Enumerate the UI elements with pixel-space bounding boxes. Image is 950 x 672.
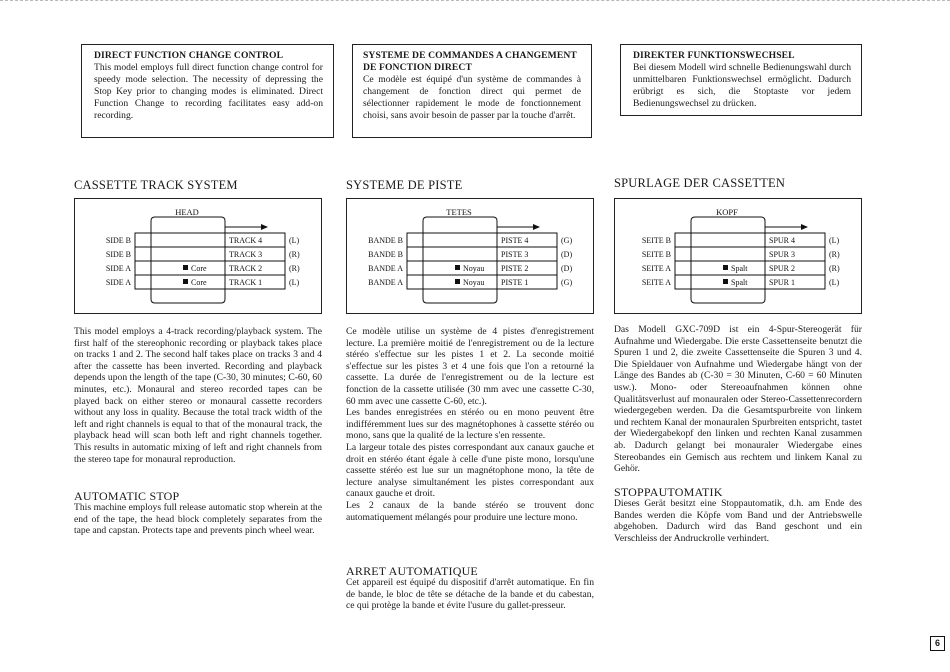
side-label: BANDE B bbox=[368, 250, 403, 259]
stop-paragraph: Cet appareil est équipé du dispositif d'arrêt automatique. En fin de bande, le bloc de tête se détache de la bande et du cabestan, ce qui protège la bande et évite l'usure du gallet-presseur. bbox=[346, 577, 594, 612]
direction-arrow-head bbox=[533, 224, 540, 230]
side-label: SEITE A bbox=[641, 278, 671, 287]
track-label: PISTE 1 bbox=[501, 278, 529, 287]
core-marker bbox=[183, 279, 188, 284]
top-dashed-rule bbox=[0, 0, 950, 3]
core-label: Noyau bbox=[463, 264, 485, 273]
notice-box-german bbox=[620, 44, 862, 116]
track-label: TRACK 4 bbox=[229, 236, 263, 245]
channel-label: (L) bbox=[289, 236, 300, 245]
channel-label: (R) bbox=[829, 250, 840, 259]
side-label: SEITE B bbox=[641, 250, 671, 259]
direction-arrow-head bbox=[801, 224, 808, 230]
track-paragraph-1: Ce modèle utilise un système de 4 pistes d'enregistrement lecture. La première moitié de l'enregistrement ou de la lecture stéréo s'effectue sur les pistes 1 et 2. La seconde moitié s'effectue sur les pistes 3 et 4 une fois que l'on a retourné la cassette. La durée de l'enregistrement ou de la lecture est fonction de la cassette utilisée (30 mm avec une cassette C-30, 60 mm avec une cassette C-60, etc.). bbox=[346, 326, 594, 407]
track-diagram-german bbox=[614, 198, 862, 314]
track-diagram-english bbox=[74, 198, 322, 314]
track-paragraph-4: Les 2 canaux de la bande stéréo se trouvent donc automatiquement mélangés pour produire une lecture mono. bbox=[346, 499, 594, 523]
side-label: SIDE B bbox=[105, 236, 131, 245]
head-label: HEAD bbox=[175, 207, 199, 217]
channel-label: (G) bbox=[561, 236, 573, 245]
side-label: SIDE A bbox=[105, 264, 131, 273]
section-heading-german: SPURLAGE DER CASSETTEN bbox=[614, 176, 786, 190]
body-text-english bbox=[74, 326, 322, 465]
head-block-outline bbox=[151, 217, 225, 303]
body-text-french bbox=[346, 326, 594, 523]
stop-text-english bbox=[74, 502, 322, 537]
track-label: SPUR 2 bbox=[769, 264, 796, 273]
section-heading-french: SYSTEME DE PISTE bbox=[346, 178, 463, 192]
core-label: Core bbox=[191, 278, 207, 287]
core-marker bbox=[455, 279, 460, 284]
track-label: SPUR 3 bbox=[769, 250, 796, 259]
track-paragraph: Das Modell GXC-709D ist ein 4-Spur-Stereogerät für Aufnahme und Wiedergabe. Die erste Cassettenseite benutzt die Spuren 1 und 2, die zweite Cassettenseite die Spuren 3 und 4. Die Spieldauer von Aufnahme und Wiedergabe hängt von der Länge des Bandes ab (C-30 = 30 Minuten, C-60 = 60 Minuten usw.). Mono- oder Stereoaufnahmen können ohne Qualitätsverlust auf monauralen oder Stereo-Cassettenrecordern wiedergegeben werden. Da die Gesamtspurbreite von linkem und rechtem Kanal der monauralen Spurbreiten entspricht, tastet der Wiedergabekopf den linken und rechten Kanal zusammen ab. Dadurch gelangt bei monauraler Wiedergabe eines Stereobandes ein Gemisch aus rechtem und linkem Kanal zu Gehör. bbox=[614, 324, 862, 475]
core-label: Spalt bbox=[731, 278, 748, 287]
sub-heading-english: AUTOMATIC STOP bbox=[74, 489, 180, 503]
core-marker bbox=[455, 265, 460, 270]
track-paragraph: This model employs a 4-track recording/playback system. The first half of the stereophonic recording or playback takes place on tracks 1 and 2. The second half takes place on tracks 3 and 4 after the cassette has been inverted. Recording and playback depends upon the length of the tape (C-30, 30 minutes; C-60, 60 minutes, etc.). Monaural and stereo recorded tapes can be played back on either stereo or monaural cassette recorders without any loss in quality. Because the total track width of the left and right channels is equal to that of the monaural track, the playback head will scan both left and right channels together. This results in automatic mixing of left and right channels from the stereo tape for monaural reproduction. bbox=[74, 326, 322, 465]
stop-paragraph: This machine employs full release automatic stop wherein at the end of the tape, the head block completely separates from the tape and capstan. Protects tape and prevents pinch wheel wear. bbox=[74, 502, 322, 537]
track-paragraph-3: La largeur totale des pistes correspondant aux canaux gauche et droit en stéréo étant égale à celle d'une piste mono, lorsqu'une cassette stéréo est lue sur un magnétophone mono, la tête de lecture analyse simultanément les pistes correspondant aux canaux gauche et droit. bbox=[346, 441, 594, 500]
head-block-outline bbox=[691, 217, 765, 303]
core-label: Spalt bbox=[731, 264, 748, 273]
head-label: TETES bbox=[446, 207, 472, 217]
channel-label: (L) bbox=[829, 236, 840, 245]
core-marker bbox=[723, 265, 728, 270]
track-label: TRACK 1 bbox=[229, 278, 263, 287]
stop-paragraph: Dieses Gerät besitzt eine Stoppautomatik, d.h. am Ende des Bandes werden die Köpfe vom Band und der Antriebswelle abgehoben. Dadurch wird das Band geschont und ein Verschleiss der Andruckrolle verhindert. bbox=[614, 498, 862, 544]
section-heading-english: CASSETTE TRACK SYSTEM bbox=[74, 178, 238, 192]
sub-heading-french: ARRET AUTOMATIQUE bbox=[346, 564, 478, 578]
channel-label: (D) bbox=[561, 264, 573, 273]
head-block-outline bbox=[423, 217, 497, 303]
track-label: SPUR 4 bbox=[769, 236, 796, 245]
diagram-canvas bbox=[615, 199, 863, 315]
track-label: PISTE 3 bbox=[501, 250, 529, 259]
channel-label: (R) bbox=[289, 264, 300, 273]
side-label: BANDE A bbox=[368, 264, 403, 273]
core-label: Noyau bbox=[463, 278, 485, 287]
side-label: SEITE B bbox=[641, 236, 671, 245]
notice-box-english bbox=[81, 44, 334, 138]
track-label: TRACK 3 bbox=[229, 250, 263, 259]
stop-text-french bbox=[346, 577, 594, 612]
track-paragraph-2: Les bandes enregistrées en stéréo ou en mono peuvent être indifféremment lues sur des magnétophones à cassette stéréo ou mono, sans que la qualité de la lecture s'en ressente. bbox=[346, 407, 594, 442]
side-label: BANDE A bbox=[368, 278, 403, 287]
side-label: SEITE A bbox=[641, 264, 671, 273]
track-label: SPUR 1 bbox=[769, 278, 796, 287]
core-marker bbox=[183, 265, 188, 270]
track-diagram-french bbox=[346, 198, 594, 314]
channel-label: (D) bbox=[561, 250, 573, 259]
notice-body: Ce modèle est équipé d'un système de commandes à changement de fonction direct qui permet de sélectionner rapidement le mode de fonctionnement choisi, sans avoir besoin de passer par la touche d'arrêt. bbox=[363, 74, 581, 121]
page-number: 6 bbox=[930, 636, 945, 651]
channel-label: (G) bbox=[561, 278, 573, 287]
notice-title: DIREKTER FUNKTIONSWECHSEL bbox=[633, 50, 795, 61]
body-text-german bbox=[614, 324, 862, 475]
diagram-canvas bbox=[75, 199, 323, 315]
notice-title: DIRECT FUNCTION CHANGE CONTROL bbox=[94, 50, 284, 61]
side-label: SIDE A bbox=[105, 278, 131, 287]
core-marker bbox=[723, 279, 728, 284]
channel-label: (L) bbox=[829, 278, 840, 287]
notice-box-french bbox=[352, 44, 592, 138]
diagram-canvas bbox=[347, 199, 595, 315]
notice-title: SYSTEME DE COMMANDES A CHANGEMENT DE FONCTION DIRECT bbox=[363, 50, 577, 73]
sub-heading-german: STOPPAUTOMATIK bbox=[614, 485, 723, 499]
head-label: KOPF bbox=[716, 207, 738, 217]
notice-body: This model employs full direct function change control for speedy mode selection. The necessity of depressing the Stop Key prior to changing modes is eliminated. Direct Function Change to recording facilitates easy add-on recording. bbox=[94, 62, 323, 121]
side-label: SIDE B bbox=[105, 250, 131, 259]
track-label: TRACK 2 bbox=[229, 264, 263, 273]
channel-label: (R) bbox=[289, 250, 300, 259]
direction-arrow-head bbox=[261, 224, 268, 230]
stop-text-german bbox=[614, 498, 862, 544]
channel-label: (R) bbox=[829, 264, 840, 273]
notice-body: Bei diesem Modell wird schnelle Bedienungswahl durch unmittelbaren Funktionswechsel ermöglicht. Dadurch erübrigt es sich, die Stoptaste vor jedem Bedienungswechsel zu drücken. bbox=[633, 62, 851, 109]
channel-label: (L) bbox=[289, 278, 300, 287]
track-label: PISTE 2 bbox=[501, 264, 529, 273]
track-label: PISTE 4 bbox=[501, 236, 529, 245]
core-label: Core bbox=[191, 264, 207, 273]
side-label: BANDE B bbox=[368, 236, 403, 245]
